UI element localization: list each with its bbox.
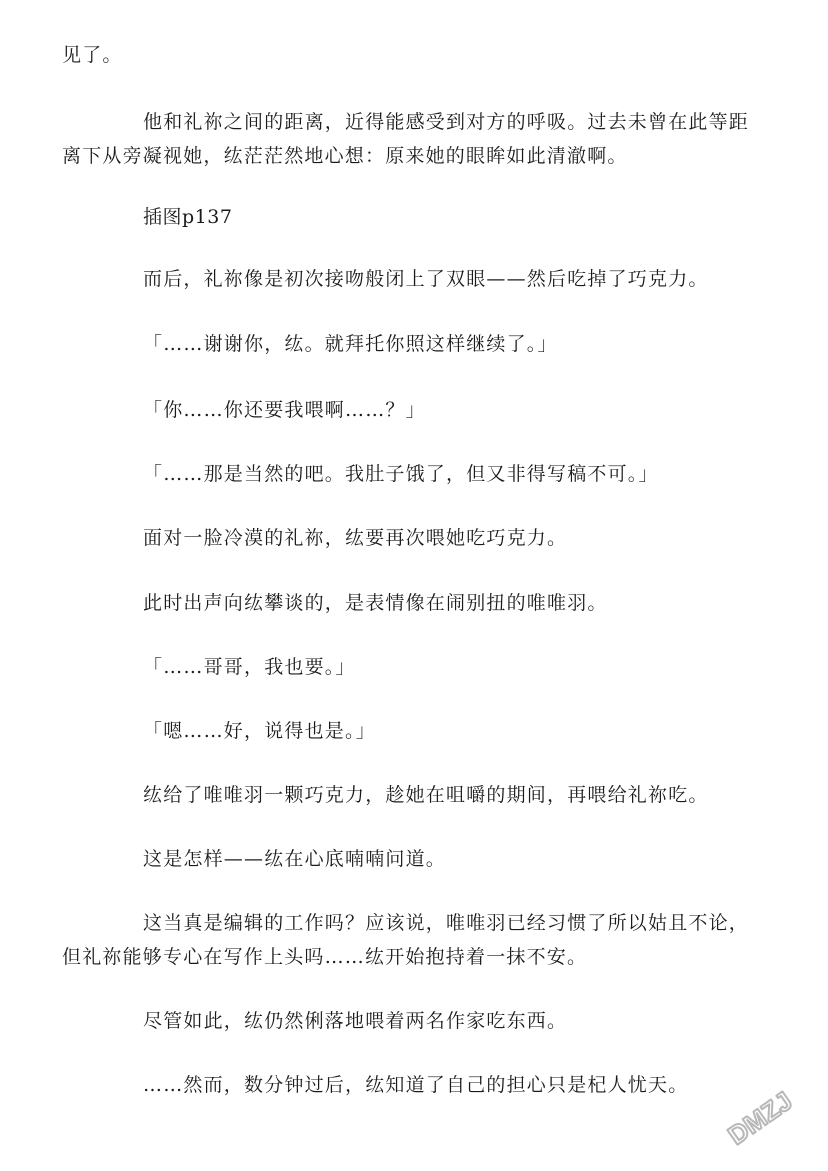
paragraph-line: ……然而，数分钟过后，纮知道了自己的担心只是杞人忧天。 — [143, 1074, 689, 1096]
watermark-text: DMZJ — [722, 1085, 798, 1151]
dialogue-line: 「你……你还要我喂啊……？」 — [143, 399, 426, 421]
paragraph-line: 这是怎样——纮在心底喃喃问道。 — [143, 848, 447, 870]
paragraph-line: 他和礼祢之间的距离，近得能感受到对方的呼吸。过去未曾在此等距 — [143, 111, 750, 133]
paragraph-line: 纮给了唯唯羽一颗巧克力，趁她在咀嚼的期间，再喂给礼祢吃。 — [143, 784, 709, 806]
paragraph-line: 这当真是编辑的工作吗？应该说，唯唯羽已经习惯了所以姑且不论， — [143, 912, 750, 934]
illustration-marker: 插图p137 — [143, 206, 233, 228]
paragraph-line: 尽管如此，纮仍然俐落地喂着两名作家吃东西。 — [143, 1010, 568, 1032]
paragraph-line: 面对一脸冷漠的礼祢，纮要再次喂她吃巧克力。 — [143, 527, 568, 549]
text-line: 见了。 — [62, 44, 123, 66]
dialogue-line: 「……哥哥，我也要。」 — [143, 656, 356, 678]
dialogue-line: 「……谢谢你，纮。就拜托你照这样继续了。」 — [143, 333, 558, 355]
watermark-logo — [714, 1083, 806, 1153]
dialogue-line: 「嗯……好，说得也是。」 — [143, 720, 376, 742]
text-line: 离下从旁凝视她，纮茫茫然地心想：原来她的眼眸如此清澈啊。 — [62, 145, 628, 167]
paragraph-line: 而后，礼祢像是初次接吻般闭上了双眼——然后吃掉了巧克力。 — [143, 268, 709, 290]
dialogue-line: 「……那是当然的吧。我肚子饿了，但又非得写稿不可。」 — [143, 463, 659, 485]
paragraph-line: 此时出声向纮攀谈的，是表情像在闹别扭的唯唯羽。 — [143, 592, 608, 614]
text-line: 但礼祢能够专心在写作上头吗……纮开始抱持着一抹不安。 — [62, 946, 588, 968]
